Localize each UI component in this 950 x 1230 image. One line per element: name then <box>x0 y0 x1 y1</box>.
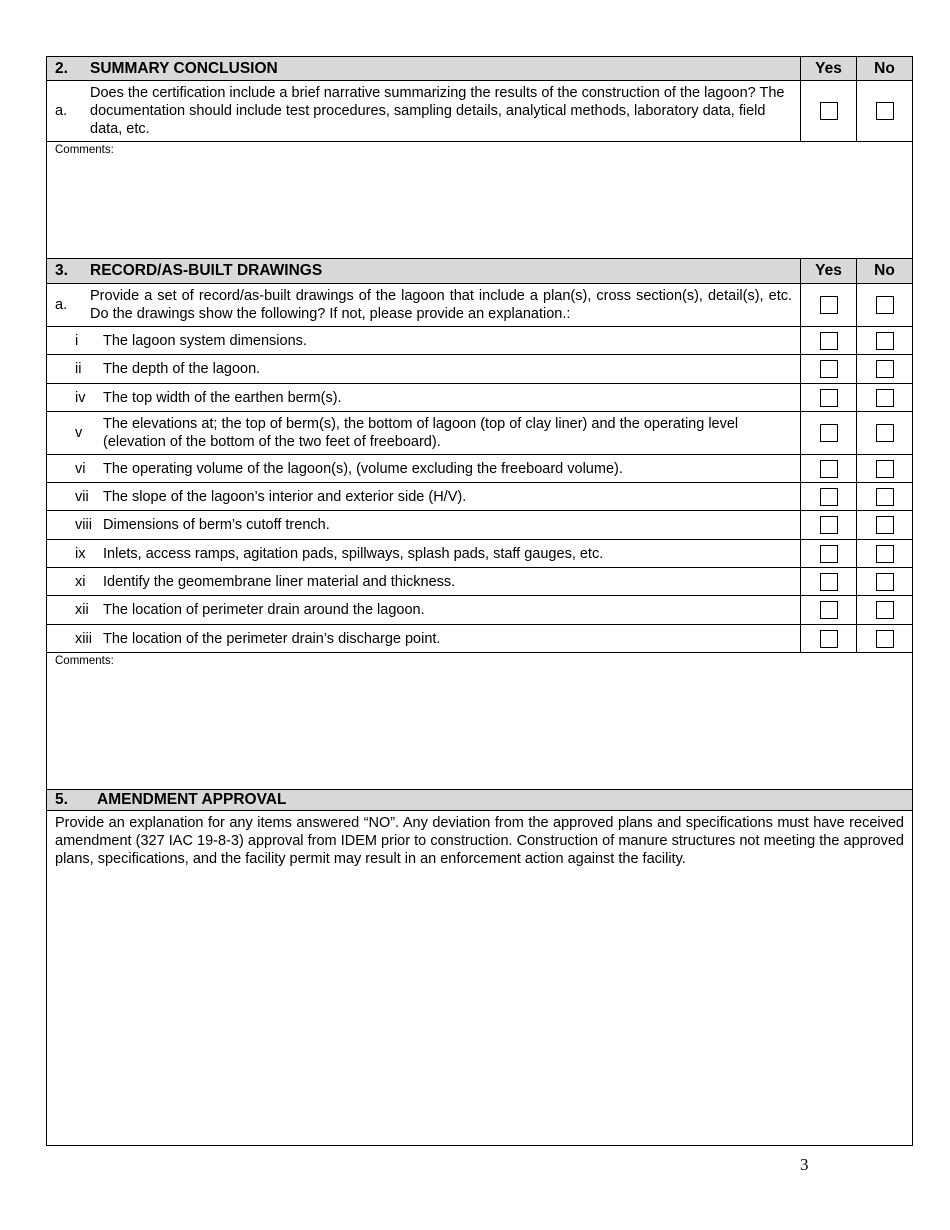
yes-checkbox[interactable] <box>820 460 838 478</box>
no-checkbox[interactable] <box>876 102 894 120</box>
section-title: SUMMARY CONCLUSION <box>90 59 278 77</box>
checklist-row <box>46 455 913 483</box>
no-checkbox[interactable] <box>876 630 894 648</box>
comments-box[interactable] <box>46 653 913 790</box>
item-number: vii <box>75 488 89 505</box>
no-checkbox[interactable] <box>876 488 894 506</box>
comments-label: Comments: <box>55 144 114 156</box>
item-text: Provide a set of record/as-built drawings of the lagoon that include a plan(s), cross section(s), detail(s), etc. Do the drawings show the following? If not, please provide an explanation.: <box>90 288 792 322</box>
item-number: xii <box>75 602 89 618</box>
no-column-header: No <box>856 57 912 80</box>
no-checkbox[interactable] <box>876 601 894 619</box>
checklist-row <box>46 412 913 455</box>
yes-checkbox[interactable] <box>820 424 838 442</box>
item-text: Dimensions of berm’s cutoff trench. <box>103 517 330 533</box>
yes-column-header: Yes <box>800 57 856 80</box>
no-checkbox[interactable] <box>876 573 894 591</box>
yes-checkbox[interactable] <box>820 601 838 619</box>
item-text: The location of the perimeter drain’s discharge point. <box>103 630 441 647</box>
section-number: 5. <box>55 791 68 808</box>
drawing-checklist <box>46 327 913 653</box>
no-checkbox[interactable] <box>876 516 894 534</box>
yes-checkbox[interactable] <box>820 389 838 407</box>
item-text: The operating volume of the lagoon(s), (volume excluding the freeboard volume). <box>103 460 623 477</box>
item-number: v <box>75 425 83 441</box>
amendment-instructions: Provide an explanation for any items answered “NO”. Any deviation from the approved plans and specifications must have received amendment (327 IAC 19-8-3) approval from IDEM prior to construction. Construction of manure structures not meeting the approved plans, specifications, and the facility permit may result in an enforcement action against the facility. <box>55 815 904 867</box>
no-checkbox[interactable] <box>876 296 894 314</box>
item-number: iv <box>75 389 86 406</box>
item-text: The slope of the lagoon’s interior and exterior side (H/V). <box>103 488 467 505</box>
yes-checkbox[interactable] <box>820 296 838 314</box>
checklist-row <box>46 483 913 511</box>
no-checkbox[interactable] <box>876 545 894 563</box>
section-title: AMENDMENT APPROVAL <box>97 791 287 808</box>
section-3-item-a <box>46 284 913 327</box>
item-number: ii <box>75 361 82 377</box>
section-number: 3. <box>55 262 68 279</box>
no-checkbox[interactable] <box>876 424 894 442</box>
item-number: xi <box>75 573 86 590</box>
item-text: Does the certification include a brief narrative summarizing the results of the construction of the lagoon? The documentation should include test procedures, sampling details, analytical methods, laboratory data, field data, etc. <box>90 85 785 137</box>
checklist-row <box>46 568 913 596</box>
checklist-row <box>46 327 913 355</box>
item-text: The elevations at; the top of berm(s), the bottom of lagoon (top of clay liner) and the operating level (elevation of the bottom of the two feet of freeboard). <box>103 416 739 450</box>
section-number: 2. <box>55 59 68 77</box>
amendment-explanation-box[interactable] <box>46 811 913 1146</box>
yes-column-header: Yes <box>800 259 856 283</box>
yes-checkbox[interactable] <box>820 360 838 378</box>
yes-checkbox[interactable] <box>820 102 838 120</box>
section-3-header <box>46 259 913 284</box>
section-2-item-a <box>46 81 913 142</box>
item-text: The top width of the earthen berm(s). <box>103 389 342 406</box>
no-column-header: No <box>856 259 912 283</box>
section-5-header <box>46 790 913 811</box>
comments-box[interactable] <box>46 142 913 259</box>
checklist-row <box>46 596 913 625</box>
comments-label: Comments: <box>55 655 114 667</box>
checklist-row <box>46 625 913 653</box>
checklist-row <box>46 540 913 568</box>
yes-checkbox[interactable] <box>820 332 838 350</box>
yes-checkbox[interactable] <box>820 573 838 591</box>
yes-checkbox[interactable] <box>820 545 838 563</box>
no-checkbox[interactable] <box>876 389 894 407</box>
item-number: vi <box>75 460 86 477</box>
checklist-row <box>46 384 913 412</box>
item-text: The lagoon system dimensions. <box>103 332 307 349</box>
no-checkbox[interactable] <box>876 332 894 350</box>
page-number: 3 <box>800 1155 809 1174</box>
item-number: viii <box>75 517 92 533</box>
item-text: Identify the geomembrane liner material and thickness. <box>103 573 456 590</box>
yes-checkbox[interactable] <box>820 488 838 506</box>
no-checkbox[interactable] <box>876 460 894 478</box>
item-number: i <box>75 332 79 349</box>
item-number: ix <box>75 545 86 562</box>
yes-checkbox[interactable] <box>820 630 838 648</box>
item-label: a. <box>55 297 68 313</box>
form-page <box>46 56 913 1146</box>
item-text: The location of perimeter drain around the lagoon. <box>103 602 425 618</box>
item-text: Inlets, access ramps, agitation pads, spillways, splash pads, staff gauges, etc. <box>103 545 604 562</box>
checklist-row <box>46 355 913 384</box>
section-title: RECORD/AS-BUILT DRAWINGS <box>90 262 323 279</box>
checklist-row <box>46 511 913 540</box>
yes-checkbox[interactable] <box>820 516 838 534</box>
no-checkbox[interactable] <box>876 360 894 378</box>
item-number: xiii <box>75 630 92 647</box>
item-label: a. <box>55 103 68 119</box>
item-text: The depth of the lagoon. <box>103 361 261 377</box>
section-2-header <box>46 56 913 81</box>
